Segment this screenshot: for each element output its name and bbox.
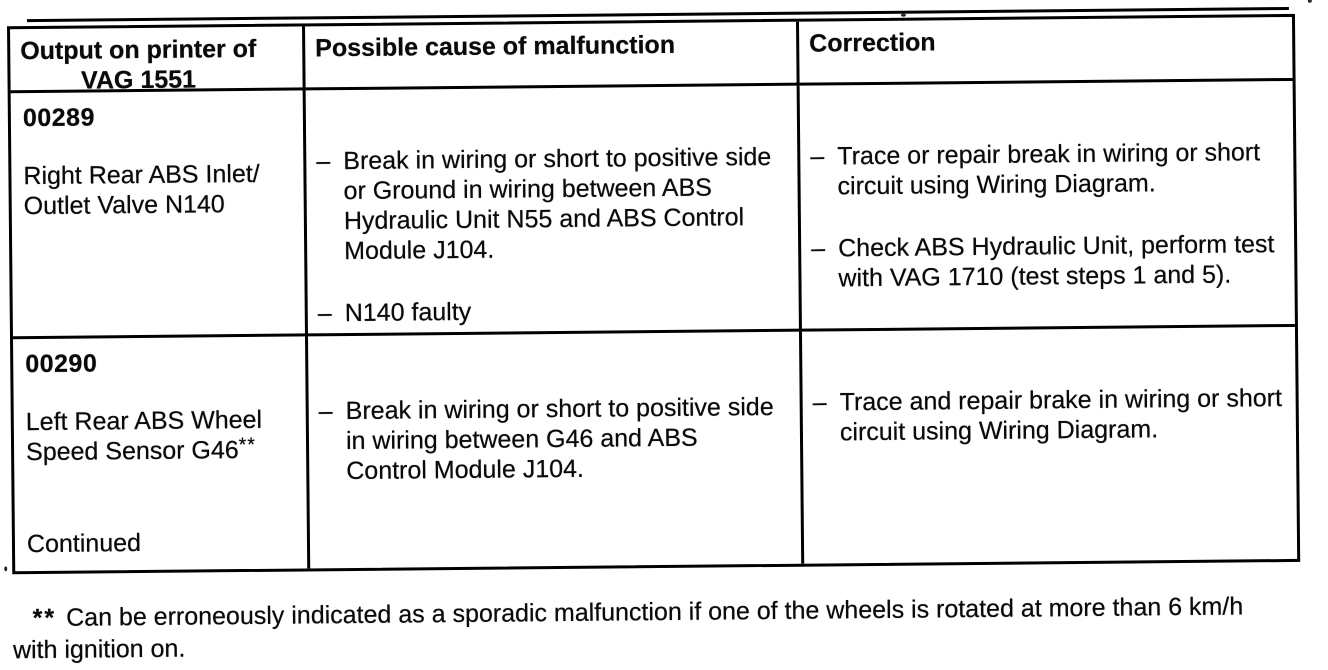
row-00289-correction-cell (800, 81, 1295, 332)
correction-item (811, 229, 1291, 294)
cause-text: Break in wiring or short to positive side or Ground in wiring between ABS Hydraulic Unit N55 and ABS Control Module J104. (343, 142, 772, 266)
dash-bullet-icon: – (316, 147, 331, 176)
row-00289-output-cell (11, 90, 308, 339)
cause-item (319, 392, 797, 487)
cause-item (316, 142, 794, 267)
cause-item (318, 294, 795, 329)
cause-text: N140 faulty (344, 297, 472, 328)
component-name-text: Left Rear ABS Wheel Speed Sensor G46 (25, 405, 263, 467)
component-name: Right Rear ABS Inlet/ Outlet Valve N140 (23, 159, 260, 221)
fault-code: 00289 (22, 103, 96, 133)
continued-label: Continued (26, 529, 142, 559)
footnote-text-line1: Can be erroneously indicated as a sporadic malfunction if one of the wheels is rotated at more than 6 km/h (66, 592, 1244, 632)
dash-bullet-icon: – (811, 234, 826, 263)
correction-item (810, 137, 1290, 202)
dash-bullet-icon: – (318, 397, 333, 426)
row-00290-cause-cell (308, 332, 804, 569)
scan-speck (4, 566, 7, 571)
correction-text: Trace or repair break in wiring or short circuit using Wiring Diagram. (837, 138, 1261, 201)
fault-table (7, 14, 1300, 574)
footnote (13, 590, 1244, 666)
row-00289-cause-cell (306, 86, 802, 337)
header-possible-cause: Possible cause of malfunction (305, 22, 800, 91)
scan-speck (1308, 0, 1312, 3)
header-output-printer (10, 26, 306, 93)
footnote-text-line2: with ignition on. (12, 634, 186, 665)
scan-speck (901, 14, 906, 17)
row-00290-correction-cell (802, 327, 1297, 564)
header-correction: Correction (799, 17, 1293, 86)
component-name (26, 405, 299, 470)
cause-text: Break in wiring or short to positive side in wiring between G46 and ABS Control Module J104. (345, 392, 774, 486)
dash-bullet-icon: – (810, 142, 825, 171)
footnote-marker: ** (32, 603, 57, 633)
row-00290-output-cell (13, 336, 310, 571)
footnote-reference-mark: ** (238, 433, 256, 457)
dash-bullet-icon: – (317, 299, 332, 328)
header-output-line1: Output on printer of (20, 34, 257, 66)
correction-item (813, 383, 1293, 448)
correction-text: Trace and repair brake in wiring or short circuit using Wiring Diagram. (839, 384, 1283, 447)
dash-bullet-icon: – (812, 388, 827, 417)
header-output-line2: VAG 1551 (80, 65, 197, 95)
correction-text: Check ABS Hydraulic Unit, perform test with VAG 1710 (test steps 1 and 5). (838, 230, 1275, 293)
fault-code: 00290 (25, 349, 98, 379)
